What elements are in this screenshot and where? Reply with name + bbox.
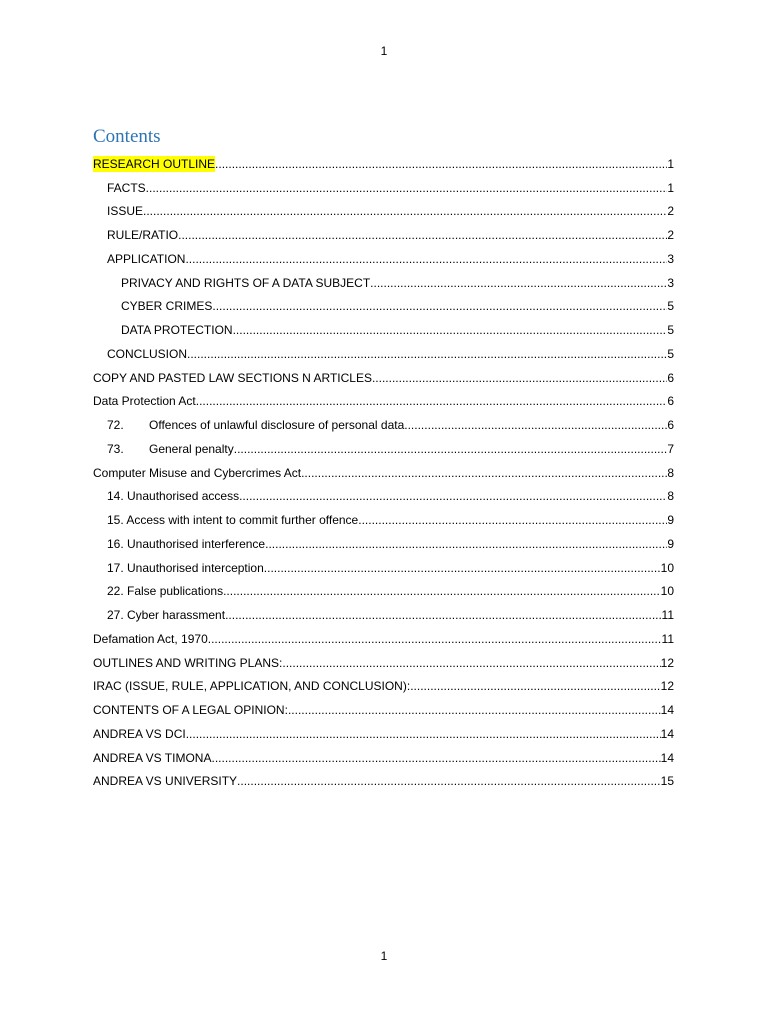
toc-entry-page-number: 14 (660, 726, 674, 741)
dot-leader (370, 275, 667, 291)
dot-leader (211, 750, 660, 766)
toc-entry-page-number: 6 (667, 418, 674, 432)
toc-entry-label: FACTS (107, 180, 146, 195)
toc-entry-page-number: 10 (660, 560, 674, 575)
toc-entry-label: DATA PROTECTION (121, 323, 233, 337)
toc-entry-label: CONTENTS OF A LEGAL OPINION: (93, 703, 288, 717)
toc-entry-page-number: 3 (667, 275, 674, 290)
toc-entry[interactable] (93, 219, 674, 243)
toc-entry-page-number: 2 (667, 228, 674, 242)
toc-entry[interactable] (93, 766, 674, 790)
toc-entry-label: Data Protection Act (93, 394, 196, 409)
dot-leader (288, 702, 661, 718)
toc-entry-page-number: 9 (667, 536, 674, 551)
toc-entry-page-number: 3 (667, 251, 674, 266)
toc-entry[interactable] (93, 647, 674, 671)
dot-leader (215, 156, 667, 172)
toc-entry[interactable] (93, 457, 674, 481)
toc-entry-page-number: 5 (667, 299, 674, 314)
toc-entry-label: ANDREA VS DCI (93, 726, 186, 741)
toc-entry-label: RESEARCH OUTLINE (93, 156, 216, 171)
toc-entry[interactable] (93, 243, 674, 267)
toc-entry-label: COPY AND PASTED LAW SECTIONS N ARTICLES (93, 370, 372, 385)
toc-entry[interactable] (93, 504, 674, 528)
toc-entry[interactable] (93, 196, 674, 220)
toc-entry[interactable] (93, 314, 674, 338)
dot-leader (404, 417, 667, 433)
dot-leader (178, 227, 667, 243)
dot-leader (358, 512, 667, 528)
dot-leader (239, 488, 667, 504)
toc-entry[interactable] (93, 267, 674, 291)
toc-entry-page-number: 5 (667, 346, 674, 361)
toc-entry-label: Defamation Act, 1970 (93, 631, 208, 646)
dot-leader (265, 536, 667, 552)
dot-leader (187, 346, 667, 362)
toc-entry-page-number: 8 (667, 489, 674, 504)
dot-leader (234, 441, 668, 457)
toc-entry-label: ANDREA VS UNIVERSITY (93, 774, 238, 789)
toc-entry[interactable] (93, 291, 674, 315)
toc-entry-label: ANDREA VS TIMONA (93, 750, 212, 765)
toc-entry[interactable] (93, 433, 674, 457)
dot-leader (196, 393, 668, 409)
toc-entry-label: 27. Cyber harassment (107, 608, 226, 622)
toc-entry-label: IRAC (ISSUE, RULE, APPLICATION, AND CONCLUSION): (93, 679, 411, 694)
header-page-number: 1 (380, 44, 388, 58)
toc-entry-page-number: 12 (660, 679, 674, 694)
toc-entry-label: 16. Unauthorised interference (107, 536, 266, 551)
toc-entry[interactable] (93, 148, 674, 172)
toc-entry-page-number: 14 (660, 703, 674, 717)
toc-entry-page-number: 11 (661, 608, 674, 622)
toc-entry[interactable] (93, 671, 674, 695)
toc-entry-page-number: 11 (661, 631, 674, 646)
toc-entry[interactable] (93, 552, 674, 576)
toc-entry-label: ISSUE (107, 204, 144, 219)
footer-page-number: 1 (380, 949, 388, 963)
toc-entry-number: 73. (107, 441, 124, 456)
dot-leader (372, 370, 667, 386)
dot-leader (143, 203, 667, 219)
toc-entry-label: 17. Unauthorised interception (107, 560, 264, 575)
toc-entry-page-number: 6 (667, 394, 674, 409)
toc-entry-label: 14. Unauthorised access (107, 489, 240, 504)
toc-entry-label: Computer Misuse and Cybercrimes Act (93, 465, 302, 480)
toc-entry-label: RULE/RATIO (107, 228, 179, 242)
dot-leader (212, 298, 667, 314)
toc-entry-label: APPLICATION (107, 251, 186, 266)
toc-entry-page-number: 7 (667, 441, 674, 456)
table-of-contents (93, 148, 674, 789)
toc-entry-label: 22. False publications (107, 584, 224, 599)
toc-entry-page-number: 9 (667, 513, 674, 527)
toc-entry[interactable] (93, 718, 674, 742)
toc-entry-label: PRIVACY AND RIGHTS OF A DATA SUBJECT (121, 275, 371, 290)
toc-title: Contents (93, 126, 161, 147)
toc-entry[interactable] (93, 694, 674, 718)
toc-entry-page-number: 14 (660, 750, 674, 765)
toc-entry-label: CONCLUSION (107, 346, 188, 361)
toc-entry-number: 72. (107, 418, 124, 432)
toc-entry[interactable] (93, 172, 674, 196)
toc-entry-page-number: 5 (667, 323, 674, 337)
toc-entry[interactable] (93, 576, 674, 600)
toc-entry-page-number: 15 (660, 774, 674, 789)
dot-leader (185, 251, 667, 267)
toc-entry-label: Offences of unlawful disclosure of personal data (149, 418, 405, 432)
toc-entry[interactable] (93, 362, 674, 386)
toc-entry[interactable] (93, 599, 674, 623)
toc-entry[interactable] (93, 623, 674, 647)
dot-leader (301, 465, 667, 481)
toc-entry[interactable] (93, 742, 674, 766)
toc-entry-page-number: 1 (667, 180, 674, 195)
toc-entry-label: General penalty (149, 441, 234, 456)
dot-leader (282, 655, 660, 671)
toc-entry[interactable] (93, 528, 674, 552)
toc-entry-page-number: 2 (667, 204, 674, 219)
toc-entry-label: CYBER CRIMES (121, 299, 213, 314)
dot-leader (233, 322, 668, 338)
dot-leader (223, 583, 661, 599)
toc-entry-page-number: 6 (667, 370, 674, 385)
toc-entry[interactable] (93, 338, 674, 362)
dot-leader (208, 631, 662, 647)
toc-entry-label: 15. Access with intent to commit further offence (107, 513, 359, 527)
dot-leader (225, 607, 661, 623)
toc-entry-page-number: 8 (667, 465, 674, 480)
dot-leader (146, 180, 668, 196)
toc-entry[interactable] (93, 409, 674, 433)
toc-entry-page-number: 12 (660, 655, 674, 670)
toc-entry-page-number: 1 (667, 156, 674, 171)
toc-entry-page-number: 10 (660, 584, 674, 599)
dot-leader (237, 773, 661, 789)
dot-leader (186, 726, 661, 742)
toc-entry-label: OUTLINES AND WRITING PLANS: (93, 655, 283, 670)
toc-entry[interactable] (93, 386, 674, 410)
dot-leader (264, 560, 661, 576)
toc-entry[interactable] (93, 481, 674, 505)
dot-leader (410, 678, 660, 694)
